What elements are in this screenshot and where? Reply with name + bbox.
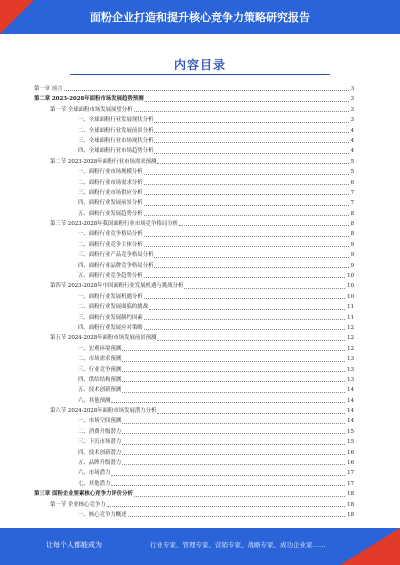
toc-entry-page: 17 [347,470,354,477]
toc-leader-dots [144,236,349,237]
toc-entry-page: 3 [350,85,354,92]
toc-leader-dots [122,392,345,393]
toc-entry[interactable] [34,146,354,156]
toc-entry-page: 15 [347,439,354,446]
toc-entry-title: 第五节 2024-2028年面粉市场发展前景预测 [50,335,157,342]
toc-entry-title: 第二章 2023-2028年面粉市场发展趋势预测 [34,96,144,103]
toc-entry-title: 二、全球面粉行业发展前景分析 [78,127,154,134]
toc-entry-title: 二、消费升级潜力 [78,428,122,435]
toc-entry-title: 四、面粉行业品牌竞争格局分析 [78,262,154,269]
toc-entry-page: 14 [347,397,354,404]
toc-entry-title: 二、面粉行业发展面临的挑战 [78,304,149,311]
toc-entry-page: 4 [350,127,354,134]
footer-slogan: 让每个人都能成为 [46,541,102,549]
toc-leader-dots [134,111,349,112]
toc-entry-page: 12 [347,324,354,331]
toc-leader-dots [111,475,345,476]
toc-entry-title: 四、面粉行业发展前景分析 [78,200,143,207]
toc-entry-title: 五、面粉行业发展趋势分析 [78,210,143,217]
footer-red-corner [340,528,400,565]
toc-entry-title: 五、面粉行业竞争趋势分析 [78,273,143,280]
toc-entry-title: 第三节 2023-2028年我国面粉行业市场竞争格局分析 [50,221,179,228]
toc-leader-dots [144,215,349,216]
toc-entry[interactable] [34,281,354,291]
toc-entry-title: 三、面粉行业产品竞争格局分析 [78,252,154,259]
toc-entry-page: 9 [350,252,354,259]
toc-leader-dots [144,319,345,320]
toc-entry-title: 三、面粉行业市场供应分析 [78,189,143,196]
toc-entry[interactable] [34,333,354,343]
toc-entry[interactable] [34,427,354,437]
toc-entry-title: 一、宏观环境预测 [78,345,122,352]
toc-leader-dots [179,225,349,226]
toc-entry-page: 8 [350,210,354,217]
toc-entry-title: 五、品牌升级潜力 [78,460,122,467]
toc-entry[interactable] [34,292,354,302]
toc-leader-dots [144,277,345,278]
toc-leader-dots [154,257,348,258]
toc-leader-dots [144,174,349,175]
toc-entry-title: 一、面粉行业竞争格局分析 [78,231,143,238]
toc-entry-title: 第六节 2024-2028年面粉市场发展潜力分析 [50,408,157,415]
toc-entry-title: 一、核心竞争力概述 [78,512,127,518]
toc-entry-page: 7 [350,200,354,207]
toc-entry[interactable] [34,437,354,447]
toc-entry-page: 3 [350,106,354,113]
toc-entry-page: 9 [350,262,354,269]
toc-entry-title: 五、技术创新预测 [78,387,122,394]
toc-leader-dots [107,506,346,507]
toc-leader-dots [134,496,345,497]
toc-entry-title: 二、面粉行业市场需求分析 [78,179,143,186]
footer-tagline: 行业专家、管理专家、营销专家、战略专家、成功企业家…… [150,541,326,549]
toc-entry[interactable] [34,261,354,271]
toc-entry-page: 11 [347,314,354,321]
toc-entry[interactable] [34,323,354,333]
toc-entry[interactable] [34,448,354,458]
toc-leader-dots [64,90,349,91]
toc-entry[interactable] [34,167,354,177]
toc-leader-dots [149,309,345,310]
toc-entry-page: 8 [350,221,354,228]
toc-entry-title: 第一节 全球面粉市场发展展望分析 [50,106,133,113]
toc-entry-page: 12 [347,345,354,352]
toc-entry[interactable] [34,105,354,115]
toc-leader-dots [128,516,346,517]
toc-leader-dots [154,267,348,268]
header-red-corner [0,0,34,34]
toc-entry[interactable] [34,458,354,468]
toc-entry-page: 13 [347,356,354,363]
toc-entry-page: 7 [350,189,354,196]
toc-entry-page: 14 [347,408,354,415]
toc-leader-dots [144,194,349,195]
toc-leader-dots [144,298,345,299]
toc-leader-dots [145,101,349,102]
toc-entry-page: 6 [350,179,354,186]
toc-entry-title: 四、全球面粉行业市场趋势分析 [78,148,154,155]
toc-leader-dots [122,444,345,445]
toc-entry[interactable] [34,385,354,395]
toc-entry-title: 二、面粉行业竞争主体分析 [78,241,143,248]
toc-entry-title: 四、供给结构预测 [78,376,122,383]
footer-bar [0,528,400,565]
toc-leader-dots [122,361,345,362]
toc-entry[interactable] [34,354,354,364]
toc-entry-page: 18 [347,512,354,518]
toc-entry-title: 第二节 2023-2028年面粉行业市场需求预测 [50,158,157,165]
toc-leader-dots [122,423,345,424]
toc-entry-page: 16 [347,460,354,467]
toc-entry-title: 一、市场空间预测 [78,418,122,425]
toc-entry-title: 一、全球面粉行业发展现状分析 [78,117,154,124]
toc-entry-page: 17 [347,480,354,487]
toc-entry-title: 一、面粉行业市场规模分析 [78,169,143,176]
report-title: 面粉企业打造和提升核心竞争力策略研究报告 [90,11,310,24]
toc-entry[interactable] [34,198,354,208]
toc-entry[interactable] [34,136,354,146]
toc-entry[interactable] [34,417,354,427]
toc-heading: 内容目录 [173,58,226,72]
toc-entry-page: 10 [347,273,354,280]
toc-entry-page: 5 [350,169,354,176]
report-header-bar [0,0,400,34]
toc-leader-dots [154,132,348,133]
toc-entry-page: 10 [347,283,354,290]
toc-entry[interactable] [34,365,354,375]
toc-entry-page: 8 [350,231,354,238]
toc-entry[interactable] [34,500,354,510]
toc-leader-dots [122,350,345,351]
toc-entry[interactable] [34,375,354,385]
toc-entry[interactable] [34,250,354,260]
toc-leader-dots [154,122,348,123]
toc-entry[interactable] [34,406,354,416]
toc-entry-title: 三、行业竞争预测 [78,366,122,373]
toc-entry-title: 第一节 企业核心竞争力 [50,501,106,508]
table-of-contents [34,84,354,520]
toc-heading-divider [70,74,330,75]
toc-entry[interactable] [34,489,354,499]
toc-entry-title: 第三章 面粉企业要素核心竞争力评价分析 [34,491,133,498]
toc-entry-page: 5 [350,158,354,165]
toc-entry-title: 四、面粉行业发展应对策略 [78,324,143,331]
toc-entry-page: 16 [347,449,354,456]
toc-entry[interactable] [34,396,354,406]
toc-entry[interactable] [34,94,354,104]
toc-entry[interactable] [34,479,354,489]
toc-leader-dots [122,371,345,372]
toc-entry[interactable] [34,229,354,239]
toc-leader-dots [122,433,345,434]
toc-leader-dots [154,153,348,154]
toc-entry-page: 14 [347,418,354,425]
toc-entry-page: 13 [347,376,354,383]
toc-entry-page: 11 [347,304,354,311]
toc-entry-page: 10 [347,293,354,300]
toc-entry-page: 13 [347,366,354,373]
toc-entry[interactable] [34,344,354,354]
toc-entry[interactable] [34,178,354,188]
toc-entry[interactable] [34,302,354,312]
toc-entry-title: 三、面粉行业发展制约因素 [78,314,143,321]
toc-entry-title: 第四节 2023-2028年中国面粉行业发展机遇与挑战分析 [50,283,184,290]
toc-leader-dots [154,142,348,143]
toc-leader-dots [122,464,345,465]
toc-leader-dots [157,163,348,164]
toc-entry[interactable] [34,240,354,250]
toc-entry[interactable] [34,468,354,478]
toc-entry-title: 二、市场需求预测 [78,356,122,363]
toc-entry-title: 三、下沉市场潜力 [78,439,122,446]
toc-entry[interactable] [34,84,354,94]
toc-leader-dots [111,402,345,403]
toc-leader-dots [184,288,345,289]
toc-leader-dots [157,340,345,341]
toc-entry-title: 六、其他预测 [78,397,111,404]
toc-entry[interactable] [34,313,354,323]
toc-entry[interactable] [34,115,354,125]
toc-entry[interactable] [34,126,354,136]
toc-leader-dots [157,413,345,414]
toc-leader-dots [144,205,349,206]
toc-leader-dots [144,184,349,185]
toc-leader-dots [111,485,345,486]
toc-entry-page: 14 [347,387,354,394]
toc-entry[interactable] [34,157,354,167]
toc-entry-page: 15 [347,428,354,435]
toc-entry-title: 第一章 前言 [34,85,63,92]
toc-entry[interactable] [34,510,354,520]
toc-entry-page: 12 [347,335,354,342]
toc-entry-title: 三、全球面粉行业市场现状分析 [78,137,154,144]
toc-entry-title: 七、其他潜力 [78,480,111,487]
toc-leader-dots [122,381,345,382]
toc-leader-dots [144,246,349,247]
toc-entry-page: 18 [347,501,354,508]
toc-entry-page: 4 [350,148,354,155]
toc-entry-title: 六、市场潜力 [78,470,111,477]
toc-entry[interactable] [34,271,354,281]
toc-entry-title: 四、技术创新潜力 [78,449,122,456]
toc-entry-page: 9 [350,241,354,248]
toc-entry-page: 4 [350,137,354,144]
toc-leader-dots [122,454,345,455]
toc-entry[interactable] [34,188,354,198]
toc-leader-dots [144,329,345,330]
toc-entry-page: 3 [350,117,354,124]
toc-entry-page: 3 [350,96,354,103]
toc-entry-page: 18 [347,491,354,498]
toc-entry[interactable] [34,209,354,219]
toc-entry-title: 一、面粉行业发展机遇分析 [78,293,143,300]
toc-entry[interactable] [34,219,354,229]
